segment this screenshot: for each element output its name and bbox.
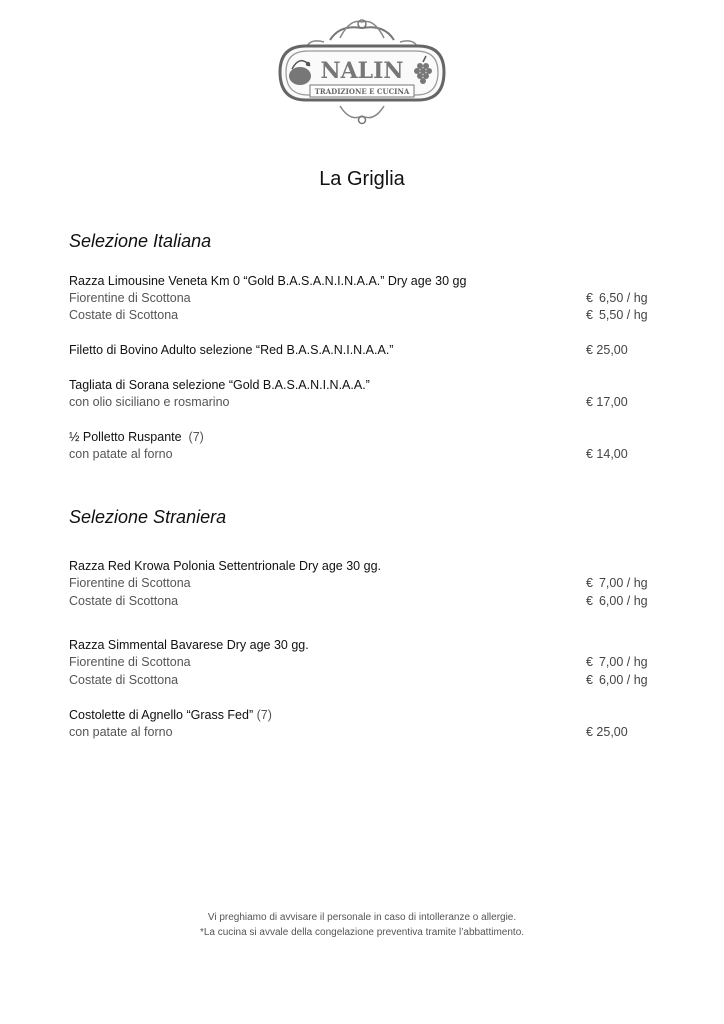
menu-item-cut: Fiorentine di Scottona: [69, 655, 191, 669]
menu-item-description: con patate al forno: [69, 725, 173, 739]
menu-item-description: con olio siciliano e rosmarino: [69, 395, 230, 409]
allergy-notice: Vi preghiamo di avvisare il personale in caso di intolleranze o allergie.: [207, 912, 517, 923]
section-title-straniera: Selezione Straniera: [69, 507, 227, 527]
menu-item-name: ½ Polletto Ruspante (7): [69, 430, 204, 444]
menu-item-price: € 14,00: [586, 447, 628, 461]
menu-item-price: € 5,50 / hg: [586, 308, 648, 322]
menu-item-cut: Costate di Scottona: [69, 673, 179, 687]
svg-text:NALIN: NALIN: [320, 58, 404, 84]
menu-item-description: con patate al forno: [69, 447, 173, 461]
menu-item-price: € 6,50 / hg: [586, 291, 648, 305]
menu-item-cut: Fiorentine di Scottona: [69, 576, 191, 590]
allergen-note: (7): [188, 430, 204, 444]
menu-item-price: € 6,00 / hg: [586, 673, 648, 687]
section-title-italiana: Selezione Italiana: [69, 231, 212, 251]
menu-item-cut: Fiorentine di Scottona: [69, 291, 191, 305]
restaurant-logo: [270, 14, 454, 130]
menu-item-cut: Costate di Scottona: [69, 308, 179, 322]
menu-item-cut: Costate di Scottona: [69, 594, 179, 608]
freezing-notice: *La cucina si avvale della congelazione preventiva tramite l’abbattimento.: [199, 927, 525, 938]
menu-item-price: € 17,00: [586, 395, 628, 409]
menu-item-name: Razza Red Krowa Polonia Settentrionale Dry age 30 gg.: [69, 559, 381, 573]
allergen-note: (7): [256, 708, 272, 722]
menu-item-price: € 7,00 / hg: [586, 576, 648, 590]
page-title: La Griglia: [319, 168, 405, 190]
svg-text:TRADIZIONE E CUCINA: TRADIZIONE E CUCINA: [314, 87, 410, 96]
menu-item-name: Razza Simmental Bavarese Dry age 30 gg.: [69, 638, 309, 652]
menu-item-name: Razza Limousine Veneta Km 0 “Gold B.A.S.A.N.I.N.A.A.” Dry age 30 gg: [69, 274, 467, 288]
menu-item-name: Filetto di Bovino Adulto selezione “Red B.A.S.A.N.I.N.A.A.”: [69, 343, 394, 357]
menu-item-price: € 6,00 / hg: [586, 594, 648, 608]
menu-item-name: Tagliata di Sorana selezione “Gold B.A.S.A.N.I.N.A.A.”: [69, 378, 370, 392]
menu-item-price: € 25,00: [586, 343, 628, 357]
menu-item-price: € 25,00: [586, 725, 628, 739]
menu-item-name: Costolette di Agnello “Grass Fed” (7): [69, 708, 272, 722]
menu-item-price: € 7,00 / hg: [586, 655, 648, 669]
